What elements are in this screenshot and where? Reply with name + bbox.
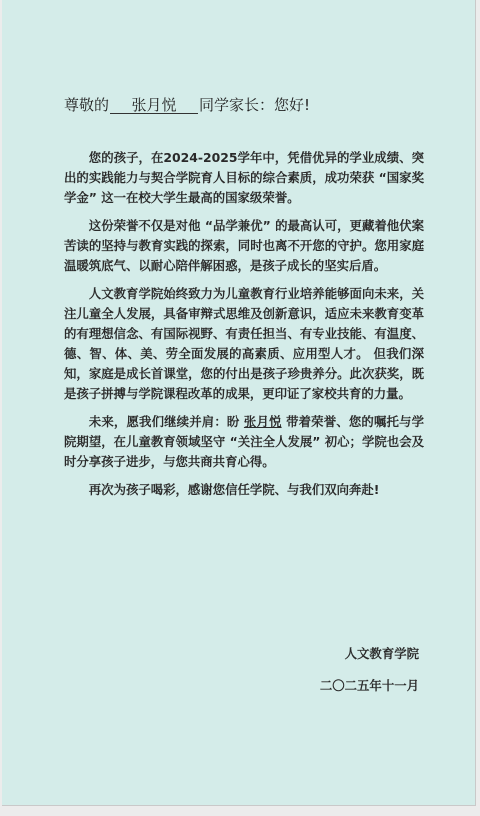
signature-block: [320, 644, 419, 708]
signature-date: 二〇二五年十一月: [319, 678, 419, 693]
paragraph-4-end: 带着荣誉、您的嘱托与学院期望，在儿童教育领域坚守 “关注全人发展” 初心；学院也会及时分享孩子进步，与您共商共育心得。: [64, 414, 424, 469]
signature-org: 人文教育学院: [344, 646, 419, 661]
student-name-blank: 张月悦: [110, 97, 198, 114]
greeting-prefix: 尊敬的: [64, 96, 110, 114]
paragraph-4-start: 未来，愿我们继续并肩：盼: [88, 414, 244, 429]
paragraph-5: 再次为孩子喝彩，感谢您信任学院、与我们双向奔赴!: [88, 482, 380, 497]
paragraph-1: 您的孩子，在2024-2025学年中，凭借优异的学业成绩、突出的实践能力与契合学院育人目标的综合素质，成功荣获 “国家奖学金” 这一在校大学生最高的国家级荣誉。: [64, 150, 424, 205]
greeting-line: [64, 94, 310, 115]
paragraph-4: [64, 412, 424, 472]
student-name-inline: 张月悦: [243, 414, 282, 429]
greeting-suffix: 同学家长：您好!: [199, 96, 311, 114]
letter-body: [64, 148, 424, 508]
letter-page: [2, 0, 476, 806]
paragraph-3: 人文教育学院始终致力为儿童教育行业培养能够面向未来，关注儿童全人发展，具备审辩式思维及创新意识，适应未来教育变革的有理想信念、有国际视野、有责任担当、有专业技能、有温度、德、智、体、美、劳全面发展的高素质、应用型人才。 但我们深知，家庭是成长首课堂，您的付出是孩子珍贵养分。此次获奖，既是孩子拼搏与学院课程改革的成果，更印证了家校共育的力量。: [64, 286, 424, 401]
paragraph-2: 这份荣誉不仅是对他 “品学兼优” 的最高认可，更藏着他伏案苦读的坚持与教育实践的探索，同时也离不开您的守护。您用家庭温暖筑底气、以耐心陪伴解困惑，是孩子成长的坚实后盾。: [64, 218, 424, 273]
